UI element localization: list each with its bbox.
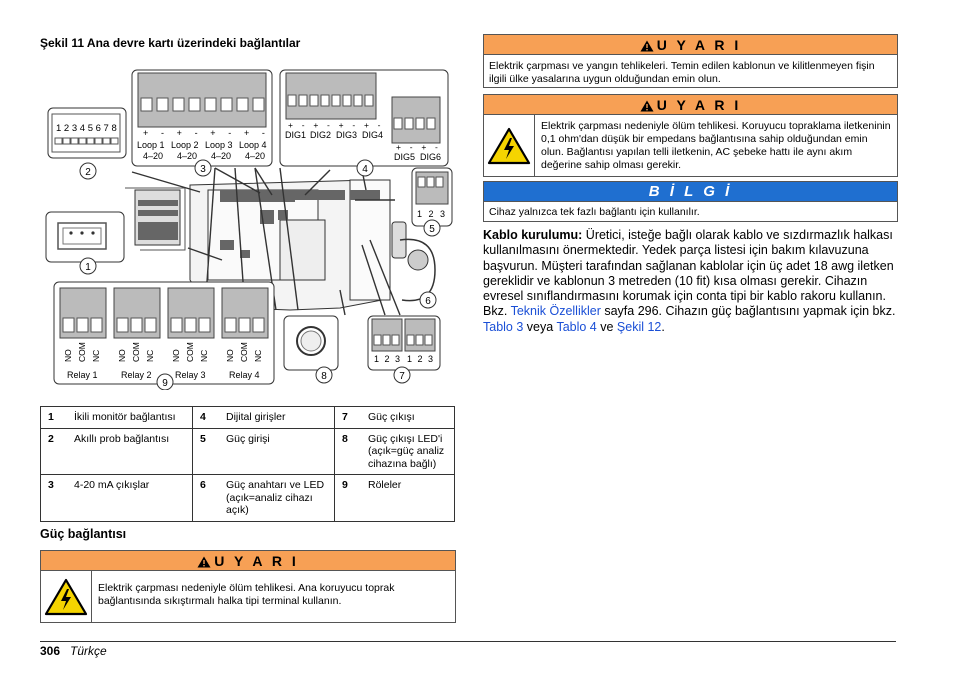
callout-4: 4 [362,164,368,175]
legend-number: 5 [193,428,221,475]
note-box [483,181,898,222]
warning-text: Elektrik çarpması nedeniyle ölüm tehlikesi. Ana koruyucu toprak bağlantısında sıkıştırmalı halka tipi terminal kullanın. [98,582,395,607]
legend-number: 7 [335,407,363,429]
relay4-no: NO [225,349,235,362]
legend-number: 6 [193,475,221,522]
electric-hazard-icon [484,115,535,176]
loop-polarity: + - + - + - + - [143,128,271,138]
dig-4-label: DIG4 [362,130,384,140]
legend-text: Dijital girişler [220,407,335,429]
legend-text: Güç çıkışı LED'i (açık=güç analiz cihazına bağlı) [362,428,455,475]
probe-pin-numbers: 1 2 3 4 5 6 7 8 [56,123,117,134]
relay2-com: COM [131,342,141,362]
warning-header [41,551,455,571]
loop-1-label: Loop 1 [137,140,165,150]
callout-6: 6 [425,296,431,307]
warning-box-ground [40,550,456,623]
dig-6-label: DIG6 [420,152,442,162]
loop-3-label: Loop 3 [205,140,233,150]
paragraph-text: Üretici, isteğe bağlı olarak kablo ve sızdırmazlık halkası kullanılmasını önermektedir. Yedek parça listesi için bakım kılavuzuna başvurun. Müşteri tarafından sağlanan kablolar için üç adet 18 awg iletken gereklidir ve kablonun 3 metreden (10 fit) kısa olması gerekir. Cihazın evresel sınıflandırmasını korumak için conta tipi bir kablo rakoru kullanın. Bkz. [483,228,894,319]
dig-2-label: DIG2 [310,130,332,140]
legend-text: Güç anahtarı ve LED (açık=analiz cihazı açık) [220,475,335,522]
legend-text: Röleler [362,475,455,522]
figure-legend-table [40,406,455,522]
loop-2-label: Loop 2 [171,140,199,150]
cable-installation-paragraph [483,228,897,335]
link-table-4[interactable]: Tablo 4 [556,319,597,334]
warning-triangle-icon [640,40,654,52]
relay4-com: COM [239,342,249,362]
legend-number: 2 [41,428,69,475]
relay1-no: NO [63,349,73,362]
section-heading: Güç bağlantısı [40,527,127,541]
warning-label: U Y A R I [656,97,742,113]
callout-1: 1 [85,262,91,273]
digital-polarity: + - + - + - + - [288,120,384,130]
legend-number: 3 [41,475,69,522]
relay2-nc: NC [145,349,155,362]
legend-text: Güç girişi [220,428,335,475]
link-table-3[interactable]: Tablo 3 [483,319,524,334]
warning-label: U Y A R I [214,553,299,569]
warning-text: Elektrik çarpması nedeniyle ölüm tehlikesi. Koruyucu topraklama iletkeninin 0,1 ohm'dan düşük bir empedans bağlantısına sahip olduğundan emin olun. Bağlantısı yapılan telli iletkenin, AC şebeke hattı ile aynı akım değerine sahip olması gerekir. [541,120,891,171]
callout-7: 7 [399,371,405,382]
relay-3-label: Relay 3 [175,370,206,380]
callout-9: 9 [162,378,168,389]
paragraph-text: . [661,319,665,334]
probe-pins [55,138,118,144]
note-header: B İ L G İ [484,182,897,202]
electric-hazard-icon [41,571,92,622]
paragraph-text: veya [523,319,557,334]
paragraph-lead: Kablo kurulumu: [483,228,583,242]
relay2-no: NO [117,349,127,362]
warning-box-cable [483,34,898,88]
legend-text: İkili monitör bağlantısı [68,407,193,429]
digital2-polarity: + - + - [396,142,442,152]
callout-3: 3 [200,164,206,175]
footer-language: Türkçe [70,644,107,658]
warning-box-earth [483,94,898,177]
warning-label: U Y A R I [656,37,742,53]
loop-2-range: 4–20 [177,151,198,161]
loop-4-label: Loop 4 [239,140,267,150]
footer-divider [40,641,896,642]
legend-number: 4 [193,407,221,429]
table-row [41,428,455,475]
relay3-com: COM [185,342,195,362]
callout-8: 8 [321,371,327,382]
warning-header [484,35,897,55]
relay1-nc: NC [91,349,101,362]
legend-text: Akıllı prob bağlantısı [68,428,193,475]
dig-5-label: DIG5 [394,152,416,162]
warning-text: Elektrik çarpması ve yangın tehlikeleri. Temin edilen kablonun ve kilitlenmeyen fişin ilgili ülke yasalarına uygun olduğundan emin olun. [489,60,875,85]
legend-text: 4-20 mA çıkışlar [68,475,193,522]
power-output-terminals-a: 1 2 3 [374,354,402,364]
warning-header [484,95,897,115]
link-technical-specs[interactable]: Teknik Özellikler [510,304,601,319]
note-text: Cihaz yalnızca tek fazlı bağlantı için kullanılır. [489,206,700,218]
relay3-nc: NC [199,349,209,362]
relay-2-label: Relay 2 [121,370,152,380]
figure-title: Şekil 11 Ana devre kartı üzerindeki bağlantılar [40,36,301,50]
relay4-nc: NC [253,349,263,362]
relay-4-label: Relay 4 [229,370,260,380]
table-row [41,407,455,429]
dig-1-label: DIG1 [285,130,307,140]
relay-1-label: Relay 1 [67,370,98,380]
paragraph-text: sayfa 296. Cihazın güç bağlantısını yapmak için bkz. [600,304,896,319]
power-output-terminals-b: 1 2 3 [407,354,435,364]
relay1-com: COM [77,342,87,362]
paragraph-text: ve [596,319,617,334]
dig-3-label: DIG3 [336,130,358,140]
loop-3-range: 4–20 [211,151,232,161]
table-row [41,475,455,522]
loop-1-range: 4–20 [143,151,164,161]
legend-number: 9 [335,475,363,522]
loop-4-range: 4–20 [245,151,266,161]
warning-triangle-icon [197,556,211,568]
callout-2: 2 [85,167,91,178]
power-input-terminals: 1 2 3 [417,209,448,219]
callout-5: 5 [429,224,435,235]
circuit-board-figure [40,60,455,390]
legend-text: Güç çıkışı [362,407,455,429]
link-figure-12[interactable]: Şekil 12 [616,319,662,334]
legend-number: 1 [41,407,69,429]
page-number: 306 [40,644,61,658]
relay3-no: NO [171,349,181,362]
warning-triangle-icon [640,100,654,112]
legend-number: 8 [335,428,363,475]
